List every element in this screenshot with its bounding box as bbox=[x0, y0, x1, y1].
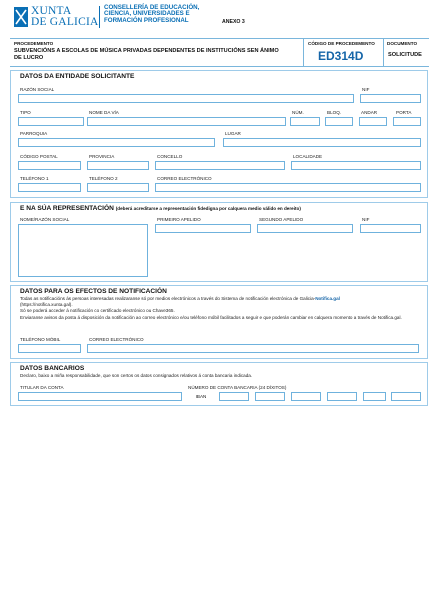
iban-field[interactable] bbox=[219, 392, 249, 401]
parroquia-label: PARROQUIA bbox=[20, 131, 48, 136]
codigo-postal-field[interactable] bbox=[18, 161, 81, 170]
titular-label: TITULAR DA CONTA bbox=[20, 385, 64, 390]
localidade-label: LOCALIDADE bbox=[293, 154, 323, 159]
concello-field[interactable] bbox=[155, 161, 285, 170]
header-divider bbox=[383, 38, 384, 66]
lugar-field[interactable] bbox=[223, 138, 421, 147]
razon-social-field[interactable] bbox=[18, 94, 354, 103]
header-top-line bbox=[10, 38, 429, 39]
segundo-apelido-field[interactable] bbox=[257, 224, 353, 233]
xunta-logo-text: XUNTA DE GALICIA bbox=[31, 5, 99, 28]
num-label: NÚM. bbox=[292, 110, 304, 115]
primeiro-apelido-field[interactable] bbox=[155, 224, 251, 233]
nome-razon-field[interactable] bbox=[18, 224, 148, 277]
segundo-apelido-label: SEGUNDO APELIDO bbox=[259, 217, 304, 222]
tipo-field[interactable] bbox=[18, 117, 84, 126]
department-name: CONSELLERÍA DE EDUCACIÓN, CIENCIA, UNIVERSIDADES E FORMACIÓN PROFESIONAL bbox=[104, 4, 200, 24]
procedure-title: SUBVENCIÓNS A ESCOLAS DE MÚSICA PRIVADAS DEPENDENTES DE INSTITUCIÓNS SEN ÁNIMO DE LUCRO bbox=[14, 48, 279, 61]
document-type: SOLICITUDE bbox=[388, 52, 422, 58]
document-label: DOCUMENTO bbox=[387, 41, 418, 46]
notification-text bbox=[20, 296, 420, 321]
correo-label: CORREO ELECTRÓNICO bbox=[157, 176, 212, 181]
provincia-field[interactable] bbox=[87, 161, 149, 170]
lugar-label: LUGAR bbox=[225, 131, 241, 136]
account-block-field[interactable] bbox=[327, 392, 357, 401]
telefono1-label: TELÉFONO 1 bbox=[20, 176, 49, 181]
mobil-field[interactable] bbox=[18, 344, 81, 353]
account-block-field[interactable] bbox=[291, 392, 321, 401]
andar-label: ANDAR bbox=[361, 110, 378, 115]
notification-correo-label: CORREO ELECTRÓNICO bbox=[89, 337, 144, 342]
account-block-field[interactable] bbox=[363, 392, 386, 401]
titular-field[interactable] bbox=[18, 392, 182, 401]
notifica-link[interactable]: Notifica.gal bbox=[315, 296, 340, 301]
nome-razon-label: NOME/RAZÓN SOCIAL bbox=[20, 217, 70, 222]
porta-label: PORTA bbox=[396, 110, 412, 115]
rep-nif-field[interactable] bbox=[360, 224, 421, 233]
annex-label: ANEXO 3 bbox=[222, 19, 245, 25]
bloq-label: BLOQ. bbox=[327, 110, 342, 115]
bank-section-title: DATOS BANCARIOS bbox=[20, 365, 85, 372]
representative-note: (deberá acreditarse a representación fidedigna por calquera medio válido en dereito) bbox=[115, 206, 301, 211]
provincia-label: PROVINCIA bbox=[89, 154, 115, 159]
num-field[interactable] bbox=[290, 117, 320, 126]
localidade-field[interactable] bbox=[291, 161, 421, 170]
notification-correo-field[interactable] bbox=[87, 344, 419, 353]
notification-p1: Todas as notificacións ás persoas interesadas realizaranse só por medios electrónicos a través do Sistema de notificación electrónica de Galicia- bbox=[20, 296, 316, 301]
nif-field[interactable] bbox=[360, 94, 421, 103]
notification-p1b: (https://notifica.xunta.gal). bbox=[20, 302, 73, 308]
telefono2-field[interactable] bbox=[87, 183, 149, 192]
concello-label: CONCELLO bbox=[157, 154, 183, 159]
account-block-field[interactable] bbox=[255, 392, 285, 401]
nome-via-label: NOME DA VÍA bbox=[89, 110, 119, 115]
codigo-postal-label: CÓDIGO POSTAL bbox=[20, 154, 58, 159]
representative-section-title: E NA SÚA REPRESENTACIÓN (deberá acreditarse a representación fidedigna por calquera medio válido en dereito) bbox=[20, 205, 301, 212]
procedure-code: ED314D bbox=[318, 49, 364, 63]
nome-via-field[interactable] bbox=[87, 117, 286, 126]
procedure-code-label: CÓDIGO DE PROCEDEMENTO bbox=[308, 41, 375, 46]
header-divider bbox=[303, 38, 304, 66]
bank-declaration: Declaro, baixo a miña responsabilidade, que son certos os datos consignados relativos á conta bancaria indicada. bbox=[20, 373, 253, 378]
mobil-label: TELÉFONO MÓBIL bbox=[20, 337, 61, 342]
correo-field[interactable] bbox=[155, 183, 421, 192]
xunta-logo-icon bbox=[14, 7, 28, 27]
notification-section-title: DATOS PARA OS EFECTOS DE NOTIFICACIÓN bbox=[20, 288, 167, 295]
tipo-label: TIPO bbox=[20, 110, 31, 115]
logo-divider bbox=[99, 6, 100, 28]
andar-field[interactable] bbox=[359, 117, 387, 126]
nif-label: NIF bbox=[362, 87, 370, 92]
primeiro-apelido-label: PRIMEIRO APELIDO bbox=[157, 217, 201, 222]
applicant-section-title: DATOS DA ENTIDADE SOLICITANTE bbox=[20, 73, 135, 80]
razon-social-label: RAZÓN SOCIAL bbox=[20, 87, 55, 92]
bloq-field[interactable] bbox=[325, 117, 353, 126]
procedure-label: PROCEDEMENTO bbox=[14, 41, 54, 46]
account-block-field[interactable] bbox=[391, 392, 421, 401]
header-bottom-line bbox=[10, 66, 429, 67]
parroquia-field[interactable] bbox=[18, 138, 215, 147]
notification-p2: Só se poderá acceder á notificación co certificado electrónico ou Chave365. bbox=[20, 308, 175, 314]
iban-label: IBAN bbox=[195, 394, 207, 399]
rep-nif-label: NIF bbox=[362, 217, 370, 222]
telefono2-label: TELÉFONO 2 bbox=[89, 176, 118, 181]
porta-field[interactable] bbox=[393, 117, 421, 126]
notification-p3: Enviaranse avisos da posta á disposición da notificación ao correo electrónico e/ou teléfono móbil facilitados a seguir e que poderán cambiar en calquera momento a través de Notifica.gal. bbox=[20, 314, 402, 320]
telefono1-field[interactable] bbox=[18, 183, 81, 192]
account-number-label: NÚMERO DE CONTA BANCARIA (24 DÍXITOS) bbox=[188, 385, 287, 390]
